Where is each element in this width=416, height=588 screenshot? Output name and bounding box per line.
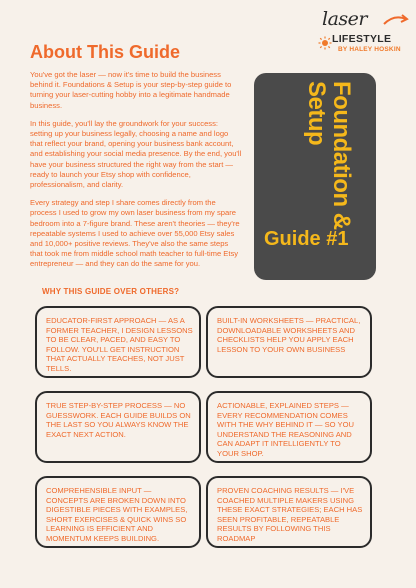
intro-paragraph: In this guide, you'll lay the groundwork for your success: setting up your business legally, choosing a name and logo that reflect your brand, opening your business bank account, and establishing your social media presence. By the end, you'll have your business structured the right way from the start — ready to launch your Etsy shop with confidence, professionalism, and clarity.	[30, 118, 242, 190]
section-heading: WHY THIS GUIDE OVER OTHERS?	[42, 287, 180, 296]
intro-paragraph: Every strategy and step I share comes directly from the process I used to grow my own laser business from my spare bedroom into a 7-figure brand. These aren't theories — they're repeatable systems I used to achieve over 55,000 Etsy sales and 10,000+ positive reviews. They've also the same steps that took me from middle school math teacher to full-time Etsy entrepreneur — and they can do the same for you.	[30, 198, 240, 269]
brand-logo	[318, 8, 412, 58]
logo-byline: BY HALEY HOSKIN	[338, 46, 401, 53]
sun-icon	[318, 36, 332, 50]
card-vertical-title: Foundation & Setup	[303, 81, 355, 230]
feature-box: EDUCATOR-FIRST APPROACH — AS A FORMER TEACHER, I DESIGN LESSONS TO BE CLEAR, PACED, AND EASY TO FOLLOW. YOU'LL GET INSTRUCTION THAT ACTUALLY TEACHES, NOT JUST TELLS.	[35, 306, 201, 378]
guide-cover-card	[254, 73, 376, 280]
page-title: About This Guide	[30, 42, 180, 62]
intro-text	[30, 70, 242, 278]
guide-number: Guide #1	[264, 228, 349, 250]
intro-paragraph: You've got the laser — now it's time to build the business behind it. Foundations & Setup is your step-by-step guide to turning your laser-cutting hobby into a legitimate handmade business.	[30, 70, 232, 110]
arrow-icon	[382, 13, 410, 27]
logo-word: laser	[322, 8, 367, 30]
feature-box: BUILT-IN WORKSHEETS — PRACTICAL, DOWNLOADABLE WORKSHEETS AND CHECKLISTS HELP YOU APPLY EACH LESSON TO YOUR OWN BUSINESS	[206, 306, 372, 378]
logo-sub: LIFESTYLE	[332, 33, 392, 45]
feature-box: COMPREHENSIBLE INPUT — CONCEPTS ARE BROKEN DOWN INTO DIGESTIBLE PIECES WITH EXAMPLES, SHORT EXERCISES & QUICK WINS SO LEARNING IS EFFICIENT AND MOMENTUM KEEPS BUILDING.	[35, 476, 201, 548]
feature-box: PROVEN COACHING RESULTS — I'VE COACHED MULTIPLE MAKERS USING THESE EXACT STRATEGIES; EACH HAS SEEN PROFITABLE, REPEATABLE RESULTS BY FOLLOWING THIS ROADMAP	[206, 476, 372, 548]
feature-box: TRUE STEP-BY-STEP PROCESS — NO GUESSWORK. EACH GUIDE BUILDS ON THE LAST SO YOU ALWAYS KNOW THE EXACT NEXT ACTION.	[35, 391, 201, 463]
feature-box: ACTIONABLE, EXPLAINED STEPS — EVERY RECOMMENDATION COMES WITH THE WHY BEHIND IT — SO YOU UNDERSTAND THE REASONING AND CAN ADAPT IT INTELLIGENTLY TO YOUR SHOP.	[206, 391, 372, 463]
